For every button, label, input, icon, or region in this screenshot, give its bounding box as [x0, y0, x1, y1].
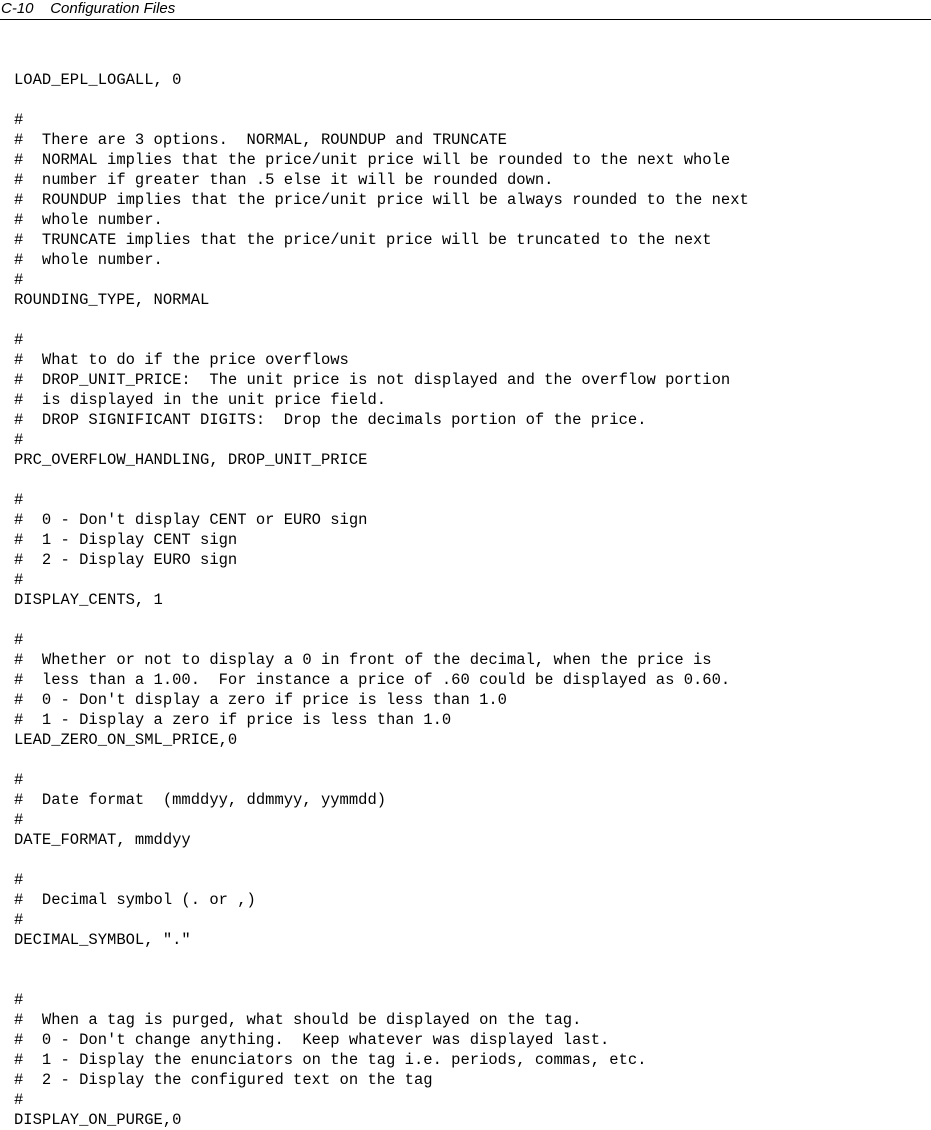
code-line: # There are 3 options. NORMAL, ROUNDUP and TRUNCATE: [14, 131, 507, 149]
code-line: # number if greater than .5 else it will be rounded down.: [14, 171, 554, 189]
header-title: Configuration Files: [50, 0, 176, 17]
code-line: [14, 850, 749, 870]
code-line: # 0 - Don't display CENT or EURO sign: [14, 511, 368, 529]
code-line: [14, 750, 749, 770]
code-line: # 2 - Display the configured text on the tag: [14, 1071, 433, 1089]
code-line: #: [14, 991, 24, 1009]
code-line: DISPLAY_ON_PURGE,0: [14, 1111, 182, 1129]
code-line: # DROP SIGNIFICANT DIGITS: Drop the decimals portion of the price.: [14, 411, 647, 429]
config-file-listing: [14, 70, 749, 1130]
code-line: # 0 - Don't display a zero if price is less than 1.0: [14, 691, 507, 709]
code-line: # Whether or not to display a 0 in front of the decimal, when the price is: [14, 651, 712, 669]
code-line: [14, 610, 749, 630]
page-header: [0, 0, 931, 20]
code-line: #: [14, 771, 24, 789]
code-line: LOAD_EPL_LOGALL, 0: [14, 71, 182, 89]
code-line: [14, 470, 749, 490]
code-line: #: [14, 331, 24, 349]
code-line: #: [14, 811, 24, 829]
code-line: DATE_FORMAT, mmddyy: [14, 831, 191, 849]
code-line: # Decimal symbol (. or ,): [14, 891, 256, 909]
code-line: # DROP_UNIT_PRICE: The unit price is not displayed and the overflow portion: [14, 371, 731, 389]
code-line: # is displayed in the unit price field.: [14, 391, 387, 409]
header-section-number: C-10: [1, 0, 34, 17]
code-line: # 1 - Display a zero if price is less than 1.0: [14, 711, 452, 729]
code-line: # less than a 1.00. For instance a price of .60 could be displayed as 0.60.: [14, 671, 731, 689]
code-line: #: [14, 271, 24, 289]
code-line: DISPLAY_CENTS, 1: [14, 591, 163, 609]
code-line: # When a tag is purged, what should be displayed on the tag.: [14, 1011, 582, 1029]
code-line: # NORMAL implies that the price/unit price will be rounded to the next whole: [14, 151, 731, 169]
code-line: # 1 - Display CENT sign: [14, 531, 238, 549]
code-line: # ROUNDUP implies that the price/unit price will be always rounded to the next: [14, 191, 749, 209]
code-line: [14, 970, 749, 990]
code-line: # 1 - Display the enunciators on the tag i.e. periods, commas, etc.: [14, 1051, 647, 1069]
code-line: #: [14, 431, 24, 449]
code-line: # TRUNCATE implies that the price/unit price will be truncated to the next: [14, 231, 712, 249]
code-line: #: [14, 111, 24, 129]
code-line: [14, 310, 749, 330]
code-line: # Date format (mmddyy, ddmmyy, yymmdd): [14, 791, 387, 809]
code-line: DECIMAL_SYMBOL, ".": [14, 931, 191, 949]
code-line: PRC_OVERFLOW_HANDLING, DROP_UNIT_PRICE: [14, 451, 368, 469]
code-line: #: [14, 1091, 24, 1109]
code-line: # 2 - Display EURO sign: [14, 551, 238, 569]
code-line: # whole number.: [14, 251, 163, 269]
header-text: [1, 0, 175, 17]
code-line: #: [14, 491, 24, 509]
code-line: LEAD_ZERO_ON_SML_PRICE,0: [14, 731, 238, 749]
code-line: #: [14, 571, 24, 589]
code-line: # whole number.: [14, 211, 163, 229]
code-line: [14, 90, 749, 110]
code-line: #: [14, 871, 24, 889]
code-line: #: [14, 631, 24, 649]
code-line: #: [14, 911, 24, 929]
code-line: ROUNDING_TYPE, NORMAL: [14, 291, 210, 309]
code-line: # 0 - Don't change anything. Keep whatever was displayed last.: [14, 1031, 610, 1049]
code-line: # What to do if the price overflows: [14, 351, 349, 369]
code-line: [14, 950, 749, 970]
